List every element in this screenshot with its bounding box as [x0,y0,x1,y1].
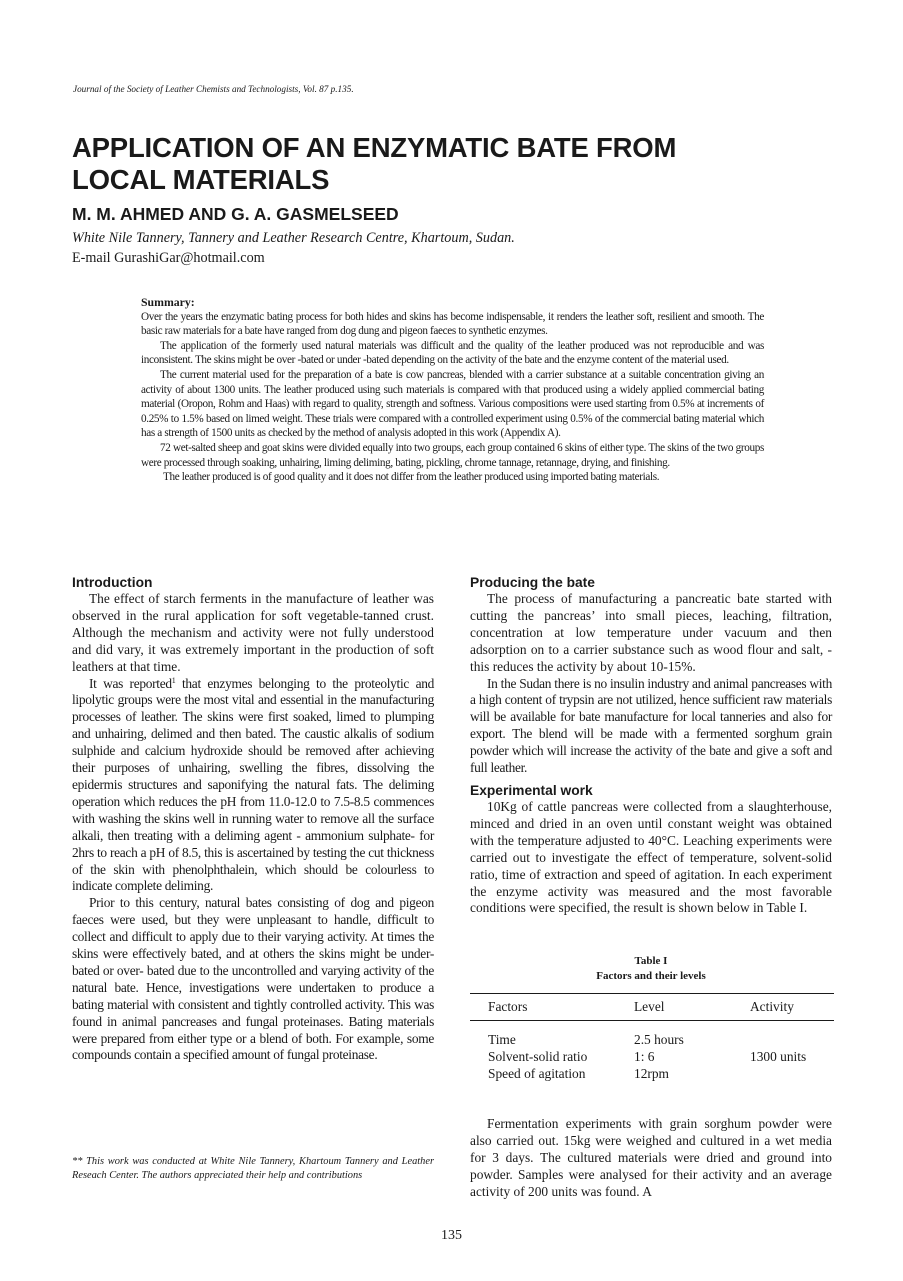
reference-marker[interactable]: 1 [171,675,176,685]
introduction-paragraph: The effect of starch ferments in the manufacture of leather was observed in the rural application for soft vegetable-tanned crust. Although the mechanism and activity were not fully understood and did vary, it was extremely important in the production of soft leathers at that time. [72,591,434,674]
right-column [470,575,832,917]
summary-paragraph: 72 wet-salted sheep and goat skins were divided equally into two groups, each group contained 6 skins of either type. The skins of the two groups were processed through soaking, unhairing, liming deliming, bating, pickling, chrome tannage, retannage, drying, and finishing. [141,441,764,469]
table-label: Table I [634,955,668,967]
fermentation-section [470,1116,832,1201]
cell-activity: 1300 units [750,1049,807,1064]
column-header-level: Level [634,994,750,1021]
fermentation-paragraph: Fermentation experiments with grain sorghum powder were also carried out. 15kg were weighed and cultured in a wet media for 3 days. The cultured materials were dried and ground into powder. Samples were analysed for their activity and an average activity of 200 units was found. A [470,1116,832,1199]
table-row [470,1065,834,1082]
summary-paragraph: The leather produced is of good quality and it does not differ from the leather produced using imported bating materials. [163,471,660,484]
summary-block [141,295,764,485]
cell-factor: Solvent-solid ratio [488,1049,588,1064]
introduction-paragraph [72,676,434,896]
experimental-paragraph: 10Kg of cattle pancreas were collected from a slaughterhouse, minced and dried in an oven until constant weight was obtained with the temperature adjusted to 40°C. Leaching experiments were carried out to investigate the effect of temperature, solvent-solid ratio, time of extraction and speed of agitation. In each experiment the enzyme activity was measured and the most favorable conditions were specified, the result is shown below in Table I. [470,798,832,916]
summary-paragraph: The application of the formerly used natural materials was difficult and the quality of the leather produced was not reproducible and was inconsistent. The skins might be over -bated or under -bated depending on the activity of the bate and the enzyme content of the material used. [141,339,764,367]
table-row [470,1031,834,1048]
cell-level: 1: 6 [634,1049,655,1064]
table-header-row [470,994,834,1021]
summary-paragraph: The current material used for the preparation of a bate is cow pancreas, blended with a carrier substance at a suitable concentration giving an activity of about 1300 units. The leather produced using such materials is compared with that produced using a widely applied commercial bating material (Oropon, Rohm and Haas) with regard to quality, strength and softness. Various compositions were used starting from 0.5% at increments of 0.25% to 1.5% based on limed weight. These trials were compared with a controlled experiment using 0.5% of the commercial bating material which has a strength of 1500 units as checked by the method of analysis adopted in this work (Appendix A). [141,368,764,440]
intro-text: that enzymes belonging to the proteolytic and lipolytic groups were the most vital and essential in the manufacturing processes of leather. The skins were first soaked, limed to plumping and unhairing, delimed and then bated. The caustic alkalis of sodium sulphide and calcium hydroxide should be removed after achieving their purposes of unhairing, swelling the fibres, dissolving the epidermis structures and saponifying the natural fats. The deliming operation which reduces the pH from 11.0-12.0 to 7.5-8.5 commences with washing the skins well in running water to remove all the surface alkali, then treating with a deliming agent - ammonium sulphate- for 2hrs to reach a pH of 8.5, this is ascertained by testing the cut thickness of the skin with phenolphthalein, which should be colourless to indicate complete deliming. [72,675,434,894]
affiliation: White Nile Tannery, Tannery and Leather Research Centre, Khartoum, Sudan. [72,230,515,246]
column-header-factors: Factors [470,994,634,1021]
intro-text: It was reported [89,675,172,691]
left-column [72,575,434,1064]
page-number: 135 [441,1228,462,1243]
cell-activity [750,1031,834,1048]
title-line-1: APPLICATION OF AN ENZYMATIC BATE FROM [72,132,677,163]
authors: M. M. AHMED AND G. A. GASMELSEED [72,204,399,224]
cell-activity [750,1065,834,1082]
footnote: ** This work was conducted at White Nile Tannery, Khartoum Tannery and Leather Reseach Center. The authors appreciated their help and contributions [72,1156,434,1181]
cell-factor: Time [488,1032,516,1047]
column-header-activity: Activity [750,994,834,1021]
introduction-paragraph: Prior to this century, natural bates consisting of dog and pigeon faeces were used, but they were unpleasant to handle, difficult to collect and difficult to apply due to their varying activity. At times the skins were effectively bated, and at others the skins might be under- bated or over- bated due to the uncontrolled and varying activity of the natural bate. Hence, investigations were undertaken to produce a bating material with consistent and tightly controlled activity. This was found in animal pancreases and fungal proteinases. Bating materials were prepared from either type or a blend of both. For example, some compounds contain a specified amount of fungal proteinase. [72,895,434,1063]
table-row [470,1048,834,1065]
introduction-heading: Introduction [72,575,153,590]
summary-paragraph: Over the years the enzymatic bating process for both hides and skins has become indispensable, it renders the leather soft, resilient and smooth. The basic raw materials for a bate have ranged from dog dung and pigeon faeces to synthetic enzymes. [141,310,764,338]
producing-paragraph: In the Sudan there is no insulin industry and animal pancreases with a high content of trypsin are not utilized, hence sufficient raw materials will be available for bate manufacture for local tanneries and also for export. The blend will be made with a fermented sorghum grain powder which will increase the activity of the bate and give a soft and full leather. [470,675,832,776]
cell-level: 2.5 hours [634,1032,684,1047]
table-caption [470,954,832,984]
title-line-2: LOCAL MATERIALS [72,164,330,195]
summary-heading: Summary: [141,295,195,309]
author-email: E-mail GurashiGar@hotmail.com [72,250,265,266]
factors-table [470,993,834,1082]
article-title [72,132,772,196]
producing-heading: Producing the bate [470,575,595,590]
cell-factor: Speed of agitation [488,1066,586,1081]
table-title: Factors and their levels [596,970,706,982]
experimental-heading: Experimental work [470,782,593,798]
producing-paragraph: The process of manufacturing a pancreatic bate started with cutting the pancreas’ into small pieces, leaching, filtration, concentration at low temperature under vacuum and then adsorption on to a carrier substance such as wood flour and salt, - this reduces the activity by about 10-15%. [470,591,832,674]
journal-citation: Journal of the Society of Leather Chemists and Technologists, Vol. 87 p.135. [73,84,354,94]
cell-level: 12rpm [634,1066,669,1081]
